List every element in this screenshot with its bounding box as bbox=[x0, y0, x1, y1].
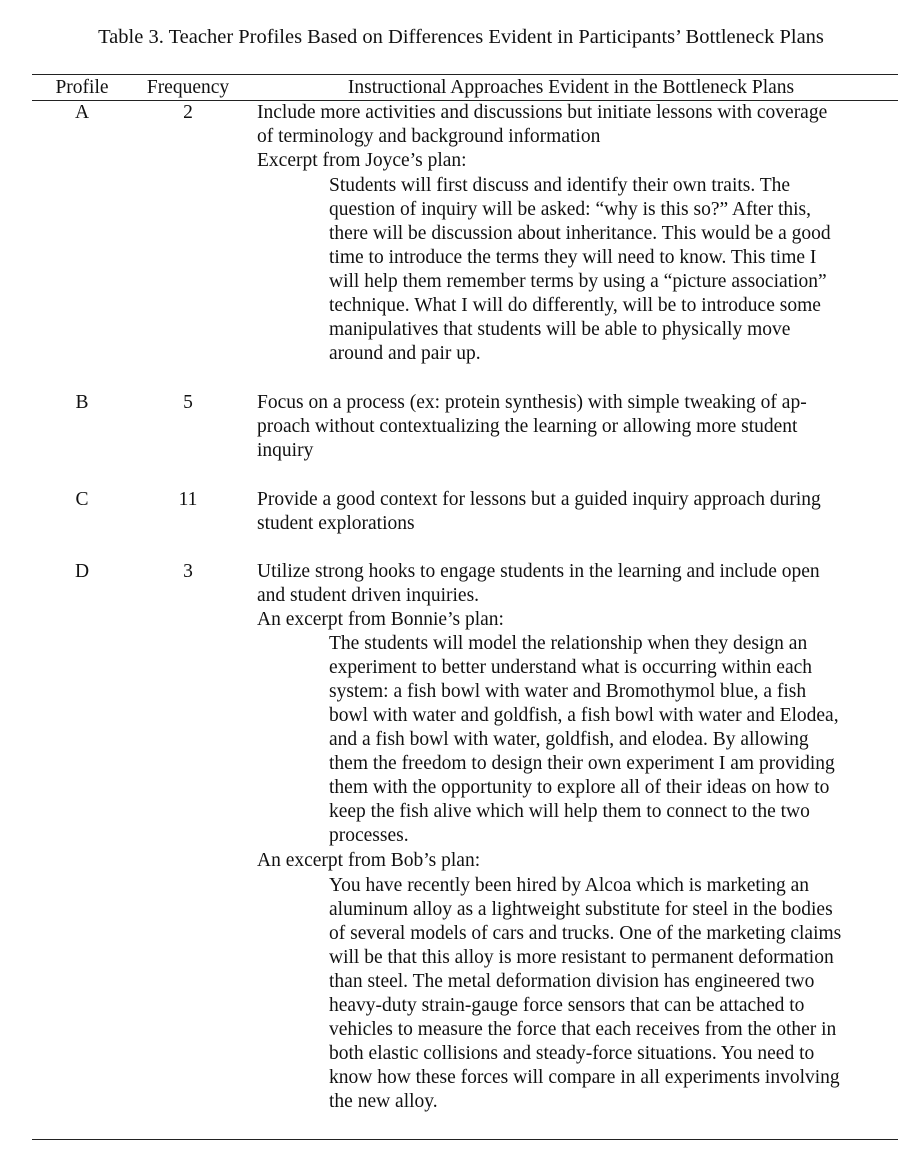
description-line: inquiry bbox=[257, 440, 314, 461]
profile-cell: D bbox=[74, 561, 90, 582]
quote-line: the new alloy. bbox=[329, 1091, 438, 1112]
quote-line: The students will model the relationship when they design an bbox=[329, 633, 808, 654]
table-caption: Table 3. Teacher Profiles Based on Differences Evident in Participants’ Bottleneck Plans bbox=[98, 26, 824, 48]
quote-line: processes. bbox=[329, 825, 409, 846]
description-cell bbox=[257, 101, 827, 173]
quote-line: heavy-duty strain-gauge force sensors that can be attached to bbox=[329, 995, 805, 1016]
quote-line: manipulatives that students will be able to physically move bbox=[329, 319, 791, 340]
frequency-cell: 5 bbox=[183, 392, 193, 413]
quote-line: will be that this alloy is more resistant to permanent deformation bbox=[329, 947, 834, 968]
profile-cell: B bbox=[75, 392, 89, 413]
quote-line: system: a fish bowl with water and Bromothymol blue, a fish bbox=[329, 681, 807, 702]
top-rule bbox=[32, 74, 898, 75]
profile-cell: C bbox=[75, 489, 89, 510]
description-line: Provide a good context for lessons but a guided inquiry approach during bbox=[257, 489, 821, 510]
description-line: Include more activities and discussions but initiate lessons with coverage bbox=[257, 102, 828, 123]
description-line: Utilize strong hooks to engage students in the learning and include open bbox=[257, 561, 820, 582]
quote-line: there will be discussion about inheritance. This would be a good bbox=[329, 223, 831, 244]
excerpt-label: An excerpt from Bob’s plan: bbox=[257, 850, 481, 871]
bottom-rule bbox=[32, 1139, 898, 1140]
quote-line: time to introduce the terms they will need to know. This time I bbox=[329, 247, 817, 268]
quote-line: vehicles to measure the force that each receives from the other in bbox=[329, 1019, 837, 1040]
quote-line: than steel. The metal deformation division has engineered two bbox=[329, 971, 815, 992]
quote-line: keep the fish alive which will help them to connect to the two bbox=[329, 801, 810, 822]
quote-line: and a fish bowl with water, goldfish, and elodea. By allowing bbox=[329, 729, 809, 750]
frequency-cell: 3 bbox=[183, 561, 193, 582]
header-profile: Profile bbox=[55, 77, 109, 98]
description-line: Focus on a process (ex: protein synthesis) with simple tweaking of ap- bbox=[257, 392, 807, 413]
quote-line: them the freedom to design their own experiment I am providing bbox=[329, 753, 835, 774]
description-cell bbox=[257, 488, 821, 536]
description-cell bbox=[257, 391, 807, 463]
quote-line: know how these forces will compare in all experiments involving bbox=[329, 1067, 840, 1088]
excerpt-quote bbox=[329, 874, 841, 1114]
quote-line: of several models of cars and trucks. One of the marketing claims bbox=[329, 923, 842, 944]
quote-line: experiment to better understand what is occurring within each bbox=[329, 657, 813, 678]
quote-line: You have recently been hired by Alcoa which is marketing an bbox=[329, 875, 809, 896]
excerpt-quote bbox=[329, 632, 839, 848]
description-line: proach without contextualizing the learning or allowing more student bbox=[257, 416, 798, 437]
frequency-cell: 11 bbox=[178, 489, 198, 510]
description-cell bbox=[257, 560, 820, 632]
excerpt-label: An excerpt from Bonnie’s plan: bbox=[257, 609, 504, 630]
excerpt-quote bbox=[329, 174, 831, 366]
description-line: and student driven inquiries. bbox=[257, 585, 480, 606]
excerpt-label: Excerpt from Joyce’s plan: bbox=[257, 150, 467, 171]
quote-line: will help them remember terms by using a “picture association” bbox=[329, 271, 827, 292]
description-line: of terminology and background information bbox=[257, 126, 601, 147]
quote-line: aluminum alloy as a lightweight substitute for steel in the bodies bbox=[329, 899, 833, 920]
quote-line: them with the opportunity to explore all of their ideas on how to bbox=[329, 777, 830, 798]
quote-line: around and pair up. bbox=[329, 343, 481, 364]
quote-line: Students will first discuss and identify their own traits. The bbox=[329, 175, 791, 196]
quote-line: technique. What I will do differently, will be to introduce some bbox=[329, 295, 821, 316]
header-frequency: Frequency bbox=[146, 77, 230, 98]
profile-cell: A bbox=[74, 102, 90, 123]
quote-line: bowl with water and goldfish, a fish bowl with water and Elodea, bbox=[329, 705, 839, 726]
frequency-cell: 2 bbox=[183, 102, 193, 123]
description-line: student explorations bbox=[257, 513, 415, 534]
quote-line: both elastic collisions and steady-force situations. You need to bbox=[329, 1043, 815, 1064]
header-approaches: Instructional Approaches Evident in the Bottleneck Plans bbox=[347, 77, 795, 98]
quote-line: question of inquiry will be asked: “why is this so?” After this, bbox=[329, 199, 812, 220]
